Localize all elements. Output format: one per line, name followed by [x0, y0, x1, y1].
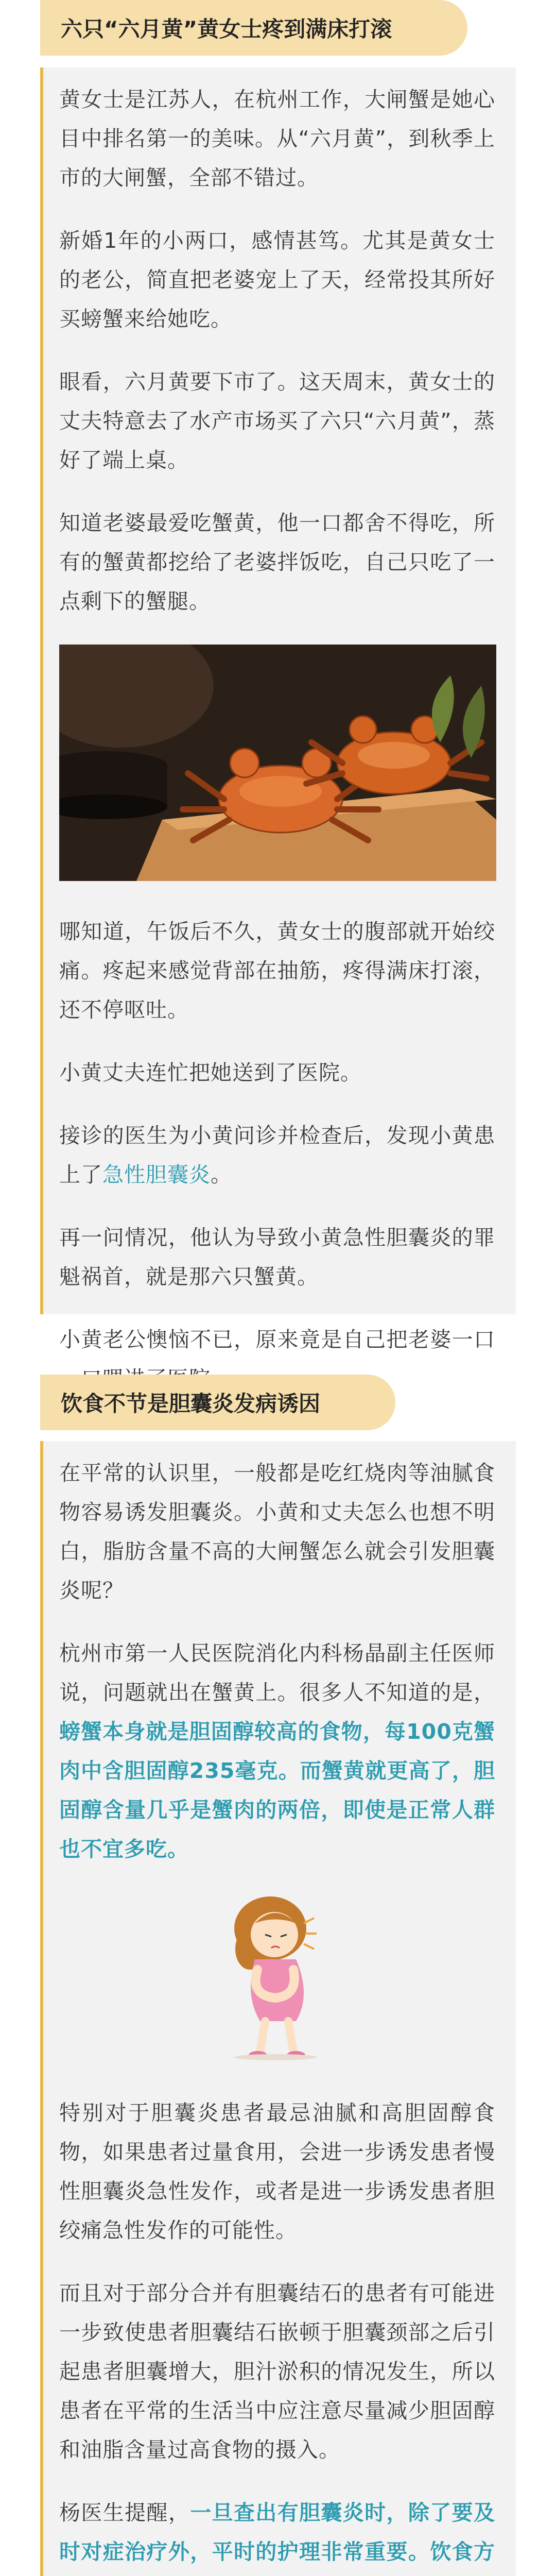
section-header-2 — [40, 1375, 395, 1430]
section-title-2: 饮食不节是胆囊炎发病诱因 — [61, 1391, 321, 1416]
paragraph: 杨医生提醒，一旦查出有胆囊炎时，除了要及时对症治疗外，平时的护理非常重要。饮食方 — [59, 2493, 495, 2576]
paragraph: 再一问情况，他认为导致小黄急性胆囊炎的罪魁祸首，就是那六只蟹黄。 — [59, 1225, 495, 1289]
quote-block-1 — [40, 67, 516, 1352]
paragraph: 黄女士是江苏人，在杭州工作，大闸蟹是她心目中排名第一的美味。从“六月黄”，到秋季上市的大闸蟹，全部不错过。 — [59, 87, 495, 190]
quote-block-2 — [40, 1441, 516, 2576]
paragraph: 哪知道，午饭后不久，黄女士的腹部就开始绞痛。疼起来感觉背部在抽筋，疼得满床打滚，还不停呕吐。 — [59, 919, 495, 1022]
paragraph: 眼看，六月黄要下市了。这天周末，黄女士的丈夫特意去了水产市场买了六只“六月黄”，蒸好了端上桌。 — [59, 369, 495, 472]
section-header-1 — [40, 0, 467, 56]
cholesterol-highlight: 螃蟹本身就是胆固醇较高的食物，每100克蟹肉中含胆固醇235毫克。而蟹黄就更高了，胆固醇含量几乎是蟹肉的两倍，即使是正常人群也不宜多吃。 — [59, 1719, 495, 1861]
paragraph: 新婚1年的小两口，感情甚笃。尤其是黄女士的老公，简直把老婆宠上了天，经常投其所好买螃蟹来给她吃。 — [59, 228, 495, 331]
paragraph: 特别对于胆囊炎患者最忌油腻和高胆固醇食物，如果患者过量食用，会进一步诱发患者慢性胆囊炎急性发作，或者是进一步诱发患者胆绞痛急性发作的可能性。 — [59, 2100, 495, 2243]
paragraph: 小黄丈夫连忙把她送到了医院。 — [59, 1060, 362, 1085]
stomach-ache-illustration — [59, 1892, 496, 2062]
paragraph: 接诊的医生为小黄问诊并检查后，发现小黄患上了急性胆囊炎。 — [59, 1123, 495, 1187]
paragraph: 小黄老公懊恼不已，原来竟是自己把老婆一口 — [59, 1327, 495, 1352]
paragraph: 杭州市第一人民医院消化内科杨晶副主任医师说，问题就出在蟹黄上。很多人不知道的是，螃蟹本身就是胆固醇较高的食物，每100克蟹肉中含胆固醇235毫克。而蟹黄就更高了，胆固醇含量几乎是蟹肉的两倍，即使是正常人群也不宜多吃。 — [59, 1641, 495, 1861]
section-title-1: 六只“六月黄”黄女士疼到满床打滚 — [61, 16, 392, 42]
disease-highlight: 急性胆囊炎 — [102, 1162, 211, 1187]
paragraph: 而且对于部分合并有胆囊结石的患者有可能进一步致使患者胆囊结石嵌顿于胆囊颈部之后引起患者胆囊增大，胆汁淤积的情况发生，所以患者在平常的生活当中应注意尽量减少胆固醇和油脂含量过高食物的摄入。 — [59, 2281, 495, 2462]
paragraph: 知道老婆最爱吃蟹黄，他一口都舍不得吃，所有的蟹黄都挖给了老婆拌饭吃，自己只吃了一点剩下的蟹腿。 — [59, 511, 495, 614]
crab-photo — [59, 645, 496, 881]
doctor-advice-highlight: 一旦查出有胆囊炎时，除了要及时对症治疗外，平时的护理非常重要。饮食方 — [59, 2500, 496, 2564]
paragraph: 在平常的认识里，一般都是吃红烧肉等油腻食物容易诱发胆囊炎。小黄和丈夫怎么也想不明白，脂肪含量不高的大闸蟹怎么就会引发胆囊炎呢？ — [59, 1461, 495, 1603]
